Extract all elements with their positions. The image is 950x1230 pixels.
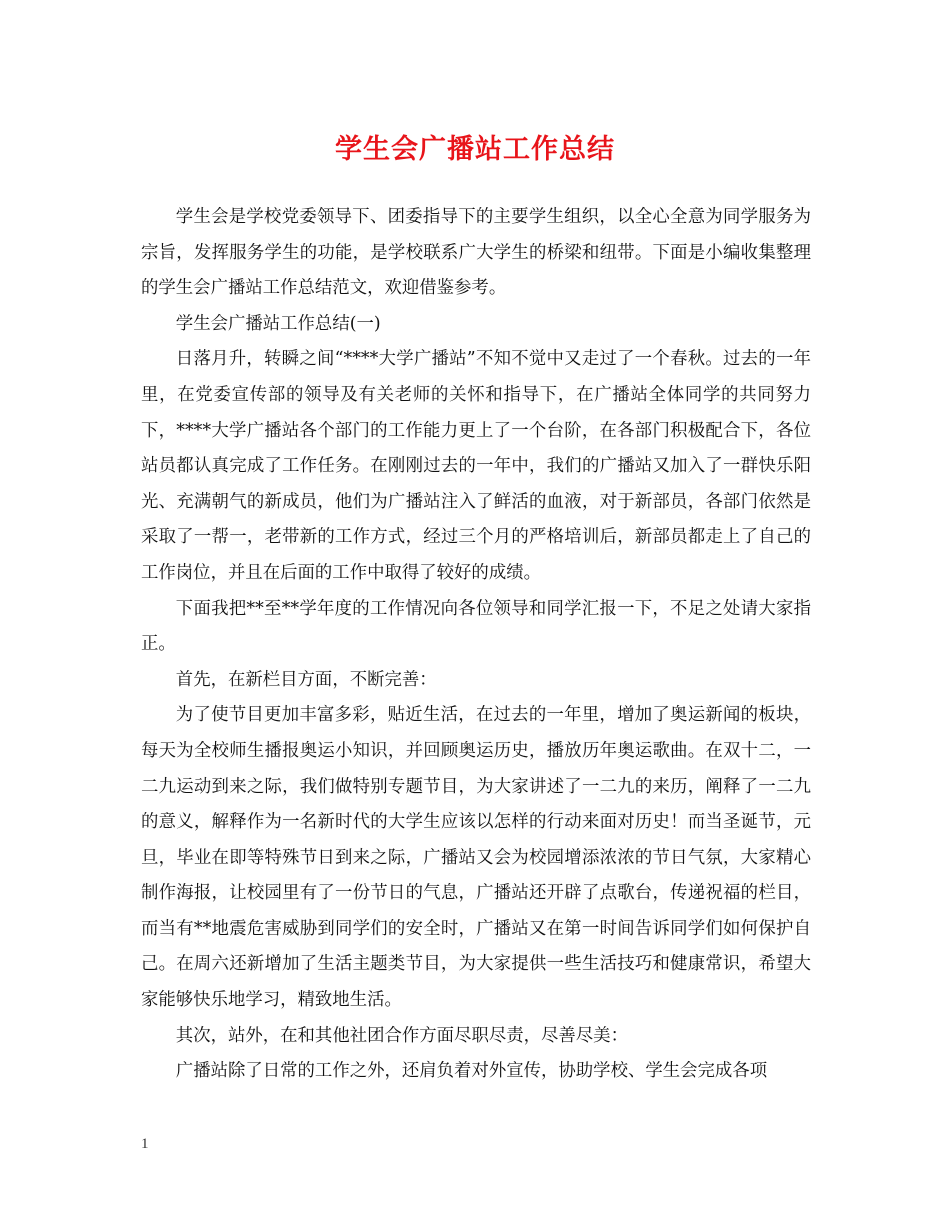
paragraph: 其次，站外，在和其他社团合作方面尽职尽责，尽善尽美：	[175, 1025, 628, 1046]
section-heading: 学生会广播站工作总结(一)	[175, 313, 381, 334]
paragraph: 下面我把**至**学年度的工作情况向各位领导和同学汇报一下，不足之处请大家指正。	[141, 598, 811, 655]
document-title: 学生会广播站工作总结	[335, 134, 615, 165]
paragraph: 首先，在新栏目方面，不断完善：	[175, 669, 437, 690]
page-number: 1	[141, 1136, 149, 1152]
paragraph-intro: 学生会是学校党委领导下、团委指导下的主要学生组织，以全心全意为同学服务为宗旨，发挥服务学生的功能，是学校联系广大学生的桥梁和纽带。下面是小编收集整理的学生会广播站工作总结范文，欢迎借鉴参考。	[141, 207, 811, 299]
paragraph: 广播站除了日常的工作之外，还肩负着对外宣传，协助学校、学生会完成各项	[175, 1061, 768, 1082]
paragraph: 日落月升，转瞬之间“****大学广播站”不知不觉中又走过了一个春秋。过去的一年里，在党委宣传部的领导及有关老师的关怀和指导下，在广播站全体同学的共同努力下，****大学广播站各个部门的工作能力更上了一个台阶，在各部门积极配合下，各位站员都认真完成了工作任务。在刚刚过去的一年中，我们的广播站又加入了一群快乐阳光、充满朝气的新成员，他们为广播站注入了鲜活的血液，对于新部员，各部门依然是采取了一帮一，老带新的工作方式，经过三个月的严格培训后，新部员都走上了自己的工作岗位，并且在后面的工作中取得了较好的成绩。	[141, 349, 811, 583]
document-body	[141, 200, 811, 1090]
paragraph: 为了使节目更加丰富多彩，贴近生活，在过去的一年里，增加了奥运新闻的板块，每天为全校师生播报奥运小知识，并回顾奥运历史，播放历年奥运歌曲。在双十二，一二九运动到来之际，我们做特别专题节目，为大家讲述了一二九的来历，阐释了一二九的意义，解释作为一名新时代的大学生应该以怎样的行动来面对历史！而当圣诞节，元旦，毕业在即等特殊节日到来之际，广播站又会为校园增添浓浓的节日气氛，大家精心制作海报，让校园里有了一份节日的气息，广播站还开辟了点歌台，传递祝福的栏目，而当有**地震危害威胁到同学们的安全时，广播站又在第一时间告诉同学们如何保护自己。在周六还新增加了生活主题类节目，为大家提供一些生活技巧和健康常识，希望大家能够快乐地学习，精致地生活。	[141, 705, 811, 1011]
